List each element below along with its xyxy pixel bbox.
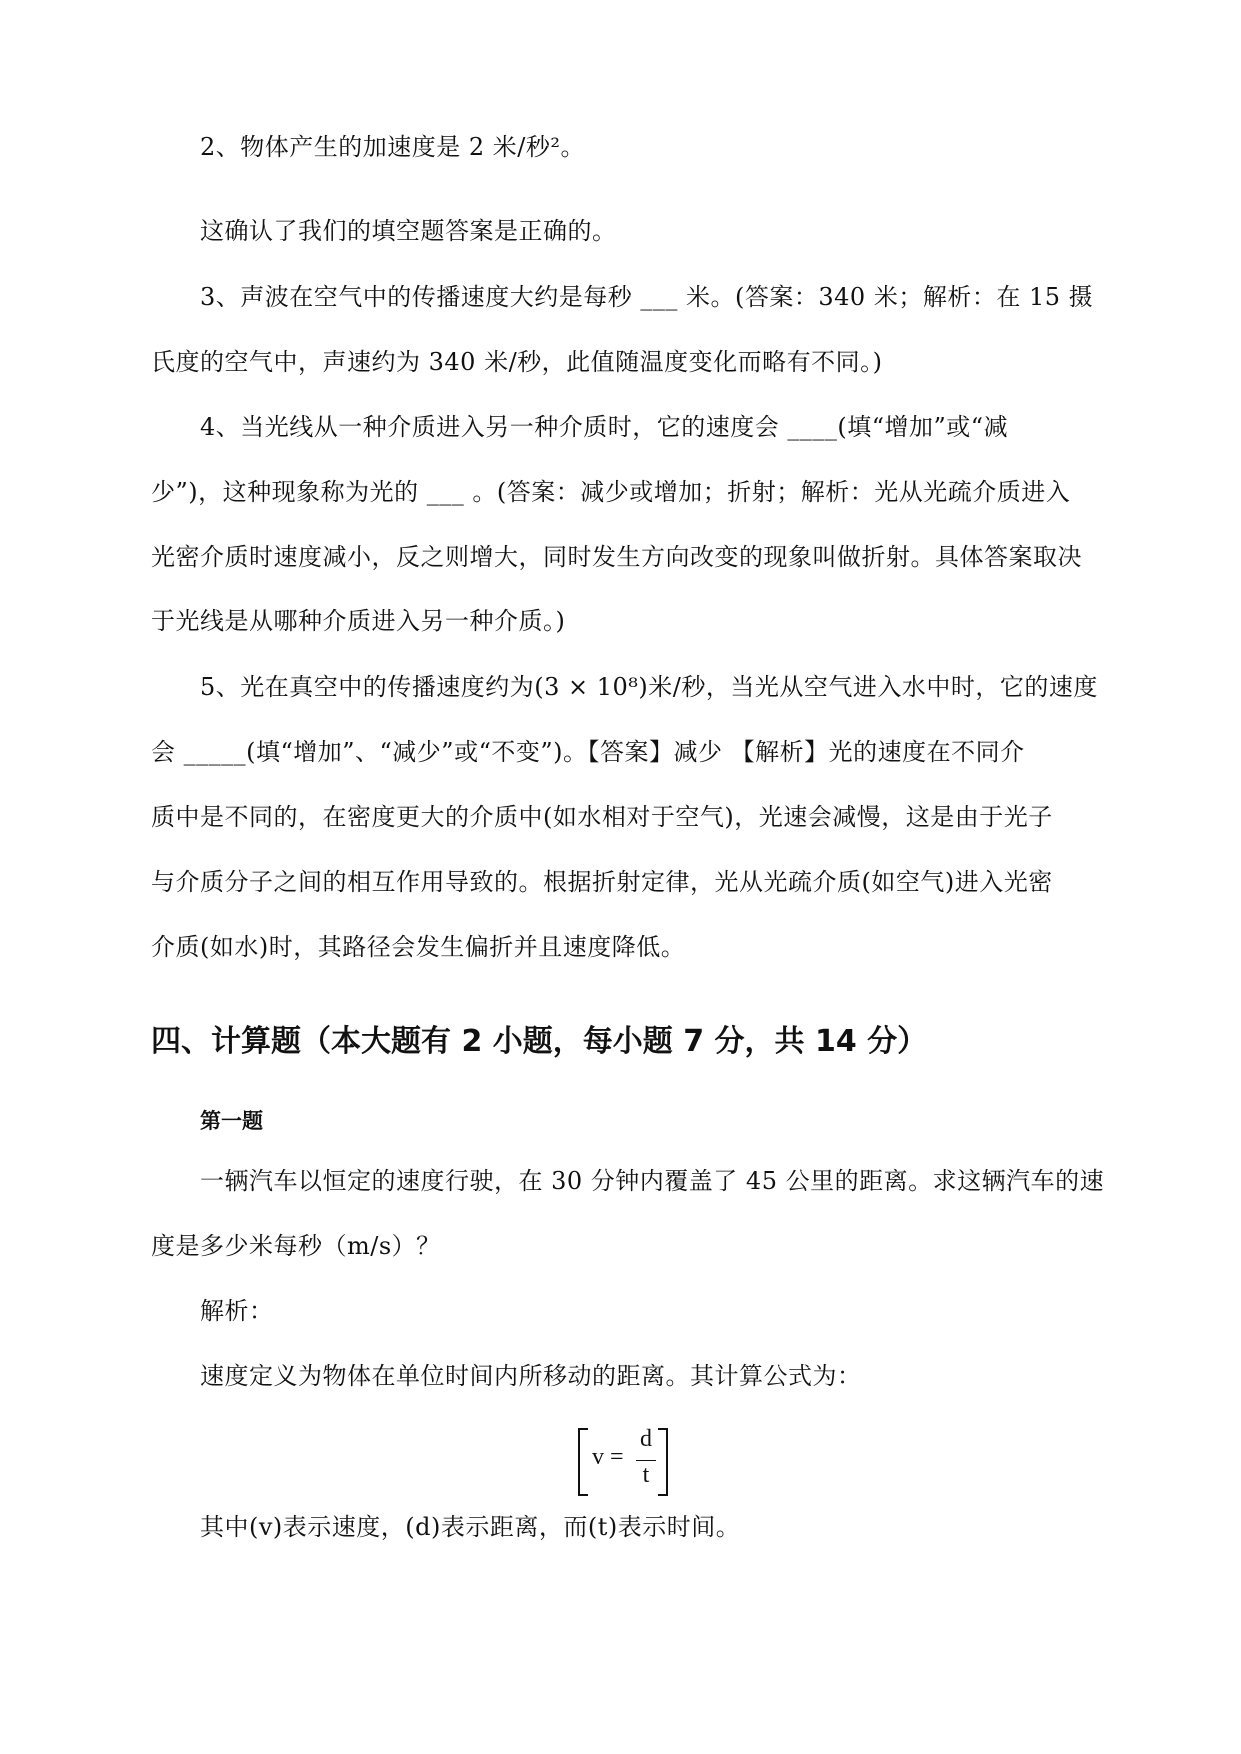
- analysis-label: 解析：: [200, 1297, 274, 1325]
- question-5-text: 质中是不同的，在密度更大的介质中(如水相对于空气)，光速会减慢，这是由于光子: [151, 803, 1053, 831]
- question-5-text: 会 _____(填“增加”、“减少”或“不变”)。【答案】减少 【解析】光的速度在不同介: [151, 738, 1025, 766]
- question-5-text: 介质(如水)时，其路径会发生偏折并且速度降低。: [151, 933, 686, 961]
- left-bracket: [578, 1428, 588, 1496]
- formula-denominator: t: [642, 1462, 650, 1488]
- calc-question-text: 度是多少米每秒（m/s）？: [151, 1232, 441, 1260]
- formula-numerator: d: [640, 1426, 652, 1452]
- question-3-text: 氏度的空气中，声速约为 340 米/秒，此值随温度变化而略有不同。): [151, 348, 883, 376]
- formula-lhs: v =: [592, 1444, 624, 1470]
- definition-text: 速度定义为物体在单位时间内所移动的距离。其计算公式为：: [200, 1362, 862, 1390]
- text-line: 2、物体产生的加速度是 2 米/秒²。: [200, 133, 586, 161]
- question-3-text: 3、声波在空气中的传播速度大约是每秒 ___ 米。(答案：340 米；解析：在 15 摄: [200, 283, 1094, 311]
- question-4-text: 光密介质时速度减小，反之则增大，同时发生方向改变的现象叫做折射。具体答案取决: [151, 543, 1082, 571]
- question-5-text: 5、光在真空中的传播速度约为(3 × 10⁸)米/秒，当光从空气进入水中时，它的速度: [200, 673, 1098, 701]
- right-bracket: [658, 1428, 668, 1496]
- question-4-text: 于光线是从哪种介质进入另一种介质。): [151, 607, 566, 635]
- calc-question-text: 一辆汽车以恒定的速度行驶，在 30 分钟内覆盖了 45 公里的距离。求这辆汽车的速: [200, 1167, 1105, 1195]
- question-title: 第一题: [200, 1109, 263, 1133]
- question-4-text: 少”)，这种现象称为光的 ___ 。(答案：减少或增加；折射；解析：光从光疏介质进入: [151, 478, 1071, 506]
- question-4-text: 4、当光线从一种介质进入另一种介质时，它的速度会 ____(填“增加”或“减: [200, 413, 1009, 441]
- text-line: 这确认了我们的填空题答案是正确的。: [200, 217, 617, 245]
- explanation-text: 其中(v)表示速度，(d)表示距离，而(t)表示时间。: [200, 1513, 741, 1541]
- speed-formula: [578, 1426, 668, 1496]
- section-heading: 四、计算题（本大题有 2 小题，每小题 7 分，共 14 分）: [151, 1024, 928, 1059]
- question-5-text: 与介质分子之间的相互作用导致的。根据折射定律，光从光疏介质(如空气)进入光密: [151, 868, 1053, 896]
- fraction-bar: [636, 1460, 656, 1461]
